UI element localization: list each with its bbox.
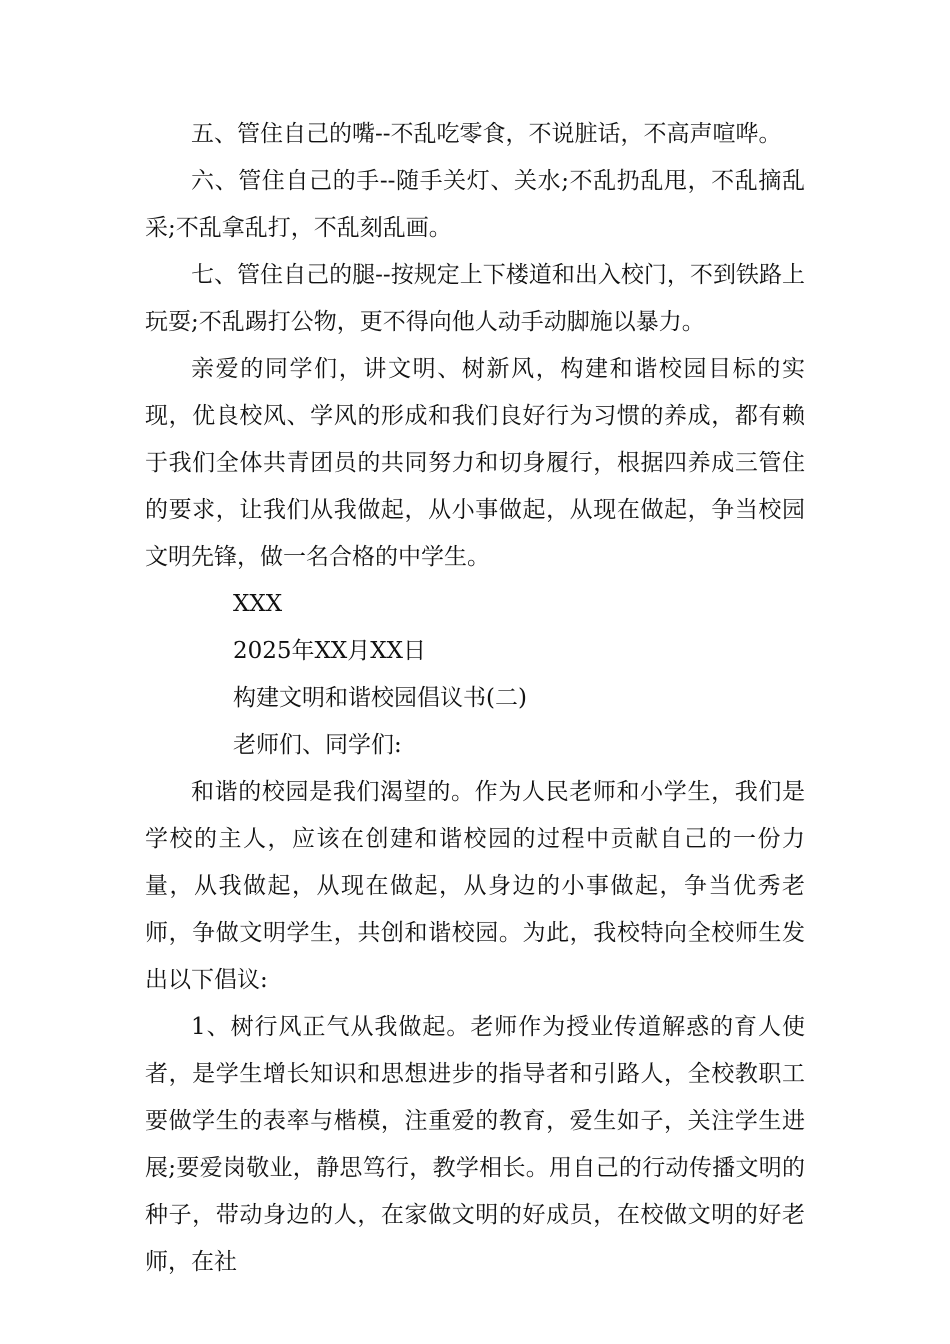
paragraph-item-6: 六、管住自己的手--随手关灯、关水;不乱扔乱甩，不乱摘乱采;不乱拿乱打，不乱刻乱画。 bbox=[145, 168, 805, 241]
section-title: 构建文明和谐校园倡议书(二) bbox=[233, 685, 527, 711]
signature: XXX bbox=[233, 591, 283, 617]
intro-paragraph: 和谐的校园是我们渴望的。作为人民老师和小学生，我们是学校的主人，应该在创建和谐校园的过程中贡献自己的一份力量，从我做起，从现在做起，从身边的小事做起，争当优秀老师，争做文明学生，共创和谐校园。为此，我校特向全校师生发出以下倡议: bbox=[145, 779, 805, 993]
proposal-item-1: 1、树行风正气从我做起。老师作为授业传道解惑的育人使者，是学生增长知识和思想进步的指导者和引路人，全校教职工要做学生的表率与楷模，注重爱的教育，爱生如子，关注学生进展;要爱岗敬业，静思笃行，教学相长。用自己的行动传播文明的种子，带动身边的人，在家做文明的好成员，在校做文明的好老师，在社 bbox=[145, 1014, 805, 1275]
closing-paragraph: 亲爱的同学们，讲文明、树新风，构建和谐校园目标的实现，优良校风、学风的形成和我们良好行为习惯的养成，都有赖于我们全体共青团员的共同努力和切身履行，根据四养成三管住的要求，让我们从我做起，从小事做起，从现在做起，争当校园文明先锋，做一名合格的中学生。 bbox=[145, 356, 805, 570]
paragraph-item-5: 五、管住自己的嘴--不乱吃零食，不说脏话，不高声喧哗。 bbox=[191, 121, 782, 147]
paragraph-item-7: 七、管住自己的腿--按规定上下楼道和出入校门，不到铁路上玩耍;不乱踢打公物，更不得向他人动手动脚施以暴力。 bbox=[145, 262, 805, 335]
document-body bbox=[145, 111, 805, 1286]
date: 2025年XX月XX日 bbox=[233, 638, 427, 664]
salutation: 老师们、同学们: bbox=[233, 732, 402, 758]
